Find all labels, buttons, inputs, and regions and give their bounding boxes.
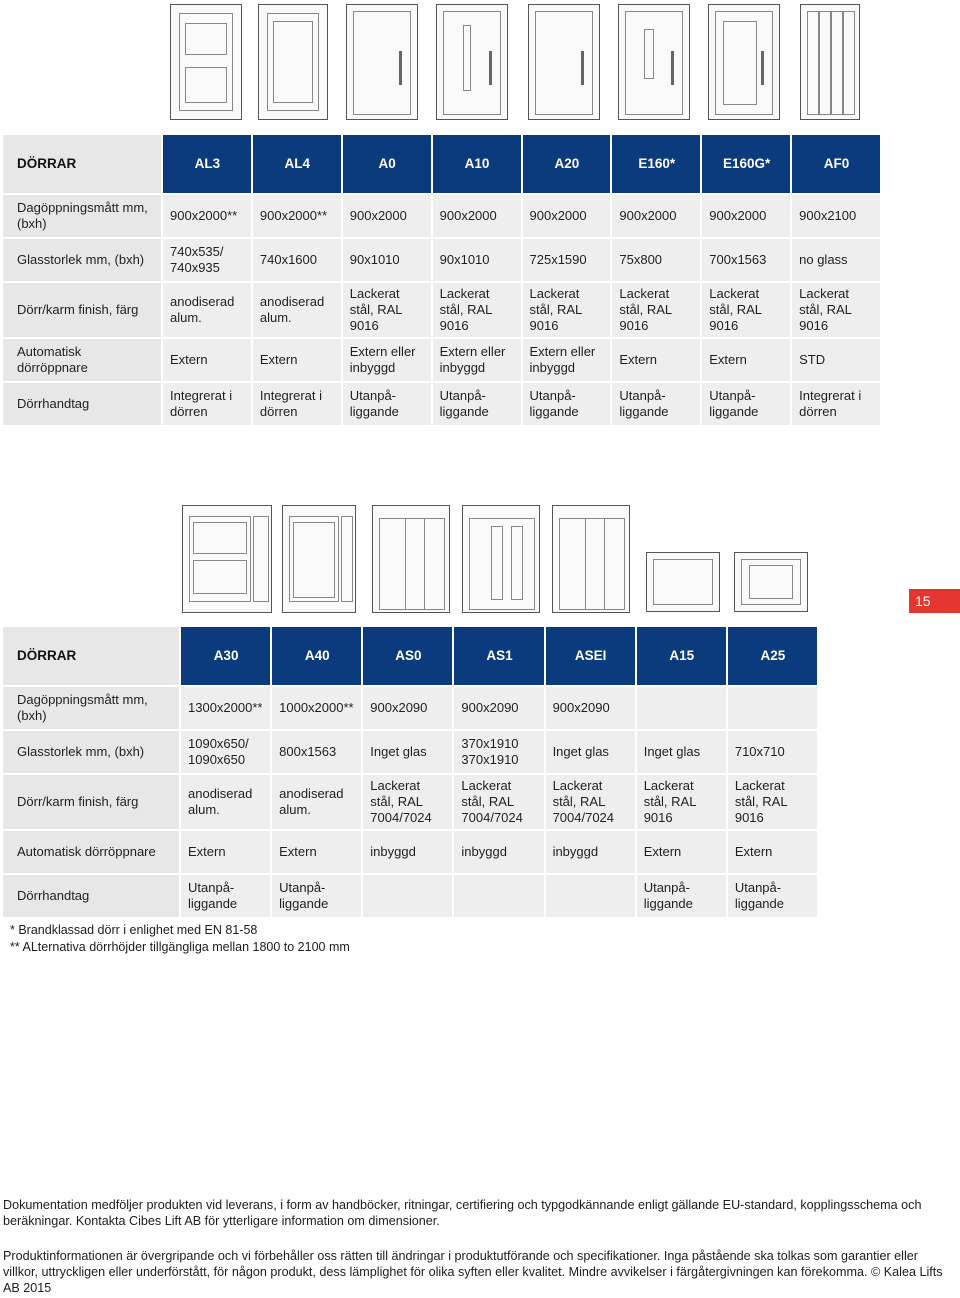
table-cell: Utanpå-liggande xyxy=(523,383,611,425)
table-cell: Utanpå-liggande xyxy=(181,875,270,917)
table-cell: Utanpå-liggande xyxy=(343,383,431,425)
table-cell: STD xyxy=(792,339,880,381)
table-cell: Lackerat stål, RAL 9016 xyxy=(637,775,726,829)
table-cell xyxy=(546,875,635,917)
table-cell: Utanpå-liggande xyxy=(728,875,817,917)
column-header-a10: A10 xyxy=(433,135,521,193)
column-header-e160: E160* xyxy=(612,135,700,193)
table-row-opener xyxy=(3,831,817,873)
table-cell: Lackerat stål, RAL 9016 xyxy=(728,775,817,829)
table-cell: Lackerat stål, RAL 9016 xyxy=(343,283,431,337)
table-cell: 1300x2000** xyxy=(181,687,270,729)
footnote-fire-rated: * Brandklassad dörr i enlighet med EN 81-58 xyxy=(10,923,258,937)
table-cell: 740x535/ 740x935 xyxy=(163,239,251,281)
column-header-a15: A15 xyxy=(637,627,726,685)
table-cell: anodiserad alum. xyxy=(253,283,341,337)
table-cell: Extern xyxy=(702,339,790,381)
table-cell: Utanpå-liggande xyxy=(637,875,726,917)
door-drawing-a30 xyxy=(182,505,272,613)
row-label: Glasstorlek mm, (bxh) xyxy=(3,239,161,281)
row-label: Automatisk dörröppnare xyxy=(3,339,161,381)
door-drawing-as0 xyxy=(372,505,450,613)
page-number: 15 xyxy=(909,589,960,613)
table-cell: Inget glas xyxy=(363,731,452,773)
table-row-finish xyxy=(3,283,880,337)
doors-spec-table-1 xyxy=(1,133,882,427)
footer-disclaimer: Produktinformationen är övergripande och vi förbehåller oss rätten till ändringar i produktutförande och specifikationer. Inga påstående ska tolkas som garantier eller villkor, uttryckligen eller underförstått, för någon produkt, dess lämplighet för olika syften eller kvalitet. Mindre avvikelser i färgåtergivningen kan förekomma. © Kalea Lifts AB 2015 xyxy=(3,1249,943,1295)
table-cell: 900x2000 xyxy=(343,195,431,237)
column-header-as1: AS1 xyxy=(454,627,543,685)
column-header-as0: AS0 xyxy=(363,627,452,685)
door-drawing-a40 xyxy=(282,505,356,613)
table-header-label: DÖRRAR xyxy=(3,627,179,685)
column-header-e160g: E160G* xyxy=(702,135,790,193)
table-cell: 725x1590 xyxy=(523,239,611,281)
table-cell: Integrerat i dörren xyxy=(792,383,880,425)
table-cell: Utanpå-liggande xyxy=(612,383,700,425)
door-drawing-asei xyxy=(552,505,630,613)
table-cell: 740x1600 xyxy=(253,239,341,281)
door-drawing-a25 xyxy=(734,552,808,612)
table-cell: 900x2000 xyxy=(523,195,611,237)
row-label: Automatisk dörröppnare xyxy=(3,831,179,873)
table-cell: Extern xyxy=(181,831,270,873)
table-cell: Extern xyxy=(637,831,726,873)
column-header-al3: AL3 xyxy=(163,135,251,193)
column-header-asei: ASEI xyxy=(546,627,635,685)
table-cell: 800x1563 xyxy=(272,731,361,773)
table-cell: 700x1563 xyxy=(702,239,790,281)
footer-documentation: Dokumentation medföljer produkten vid leverans, i form av handböcker, ritningar, certifiering och typgodkännande enligt gällande EU-standard, kopplingsschema och beräkningar. Kontakta Cibes Lift AB för ytterligare information om dimensioner. xyxy=(3,1198,922,1228)
table-cell: Lackerat stål, RAL 9016 xyxy=(433,283,521,337)
table-row-opening xyxy=(3,195,880,237)
table-cell: 370x1910 370x1910 xyxy=(454,731,543,773)
table-row-finish xyxy=(3,775,817,829)
row-label: Dagöppningsmått mm, (bxh) xyxy=(3,687,179,729)
table-cell: 900x2000** xyxy=(163,195,251,237)
table-cell: anodiserad alum. xyxy=(272,775,361,829)
table-cell: Lackerat stål, RAL 7004/7024 xyxy=(546,775,635,829)
table-cell: 1000x2000** xyxy=(272,687,361,729)
table-cell: Lackerat stål, RAL 9016 xyxy=(612,283,700,337)
table-cell: Lackerat stål, RAL 9016 xyxy=(702,283,790,337)
column-header-a30: A30 xyxy=(181,627,270,685)
row-label: Dagöppningsmått mm, (bxh) xyxy=(3,195,161,237)
table-cell: Extern xyxy=(253,339,341,381)
door-drawing-a20 xyxy=(528,4,600,120)
table-cell: 900x2000** xyxy=(253,195,341,237)
table-cell: 90x1010 xyxy=(433,239,521,281)
table-header-label: DÖRRAR xyxy=(3,135,161,193)
table-cell: 900x2090 xyxy=(546,687,635,729)
table-cell xyxy=(454,875,543,917)
table-row-opener xyxy=(3,339,880,381)
table-cell: Lackerat stål, RAL 7004/7024 xyxy=(363,775,452,829)
table-cell: Extern eller inbyggd xyxy=(523,339,611,381)
table-row-glass xyxy=(3,239,880,281)
door-drawing-a10 xyxy=(436,4,508,120)
row-label: Dörr/karm finish, färg xyxy=(3,283,161,337)
column-header-a20: A20 xyxy=(523,135,611,193)
door-drawing-a0 xyxy=(346,4,418,120)
table-header-row xyxy=(3,135,880,193)
door-drawing-al3 xyxy=(170,4,242,120)
table-cell: inbyggd xyxy=(363,831,452,873)
column-header-a0: A0 xyxy=(343,135,431,193)
table-cell: 90x1010 xyxy=(343,239,431,281)
table-row-opening xyxy=(3,687,817,729)
table-cell: Lackerat stål, RAL 9016 xyxy=(523,283,611,337)
doors-spec-table-2 xyxy=(1,625,819,919)
table-cell: 900x2000 xyxy=(702,195,790,237)
column-header-a25: A25 xyxy=(728,627,817,685)
table-cell: Integrerat i dörren xyxy=(163,383,251,425)
door-drawing-as1 xyxy=(462,505,540,613)
table-cell: Extern eller inbyggd xyxy=(433,339,521,381)
table-header-row xyxy=(3,627,817,685)
door-drawing-af0 xyxy=(800,4,860,120)
table-cell: inbyggd xyxy=(546,831,635,873)
row-label: Dörr/karm finish, färg xyxy=(3,775,179,829)
table-cell: Utanpå-liggande xyxy=(272,875,361,917)
table-cell: Inget glas xyxy=(546,731,635,773)
table-row-handle xyxy=(3,875,817,917)
table-cell: 900x2090 xyxy=(454,687,543,729)
table-cell: 75x800 xyxy=(612,239,700,281)
table-cell: Integrerat i dörren xyxy=(253,383,341,425)
table-cell: Extern xyxy=(728,831,817,873)
table-cell: Extern xyxy=(272,831,361,873)
table-cell: Lackerat stål, RAL 9016 xyxy=(792,283,880,337)
door-drawing-e160 xyxy=(618,4,690,120)
table-cell: Lackerat stål, RAL 7004/7024 xyxy=(454,775,543,829)
door-drawing-e160g xyxy=(708,4,780,120)
row-label: Dörrhandtag xyxy=(3,383,161,425)
table-cell: Utanpå-liggande xyxy=(702,383,790,425)
table-cell: Utanpå-liggande xyxy=(433,383,521,425)
column-header-a40: A40 xyxy=(272,627,361,685)
table-cell: Extern eller inbyggd xyxy=(343,339,431,381)
column-header-al4: AL4 xyxy=(253,135,341,193)
table-cell xyxy=(637,687,726,729)
table-cell: 1090x650/ 1090x650 xyxy=(181,731,270,773)
table-cell: anodiserad alum. xyxy=(181,775,270,829)
footnote-alt-heights: ** ALternativa dörrhöjder tillgängliga mellan 1800 to 2100 mm xyxy=(10,940,350,954)
column-header-af0: AF0 xyxy=(792,135,880,193)
table-row-glass xyxy=(3,731,817,773)
door-drawing-a15 xyxy=(646,552,720,612)
row-label: Glasstorlek mm, (bxh) xyxy=(3,731,179,773)
table-cell: Extern xyxy=(163,339,251,381)
table-cell xyxy=(363,875,452,917)
table-cell: no glass xyxy=(792,239,880,281)
table-cell: anodiserad alum. xyxy=(163,283,251,337)
table-cell: 900x2000 xyxy=(433,195,521,237)
table-cell: Extern xyxy=(612,339,700,381)
table-cell: 900x2000 xyxy=(612,195,700,237)
table-row-handle xyxy=(3,383,880,425)
row-label: Dörrhandtag xyxy=(3,875,179,917)
table-cell xyxy=(728,687,817,729)
door-drawing-al4 xyxy=(258,4,328,120)
table-cell: inbyggd xyxy=(454,831,543,873)
table-cell: 900x2090 xyxy=(363,687,452,729)
table-cell: 900x2100 xyxy=(792,195,880,237)
table-cell: Inget glas xyxy=(637,731,726,773)
table-cell: 710x710 xyxy=(728,731,817,773)
